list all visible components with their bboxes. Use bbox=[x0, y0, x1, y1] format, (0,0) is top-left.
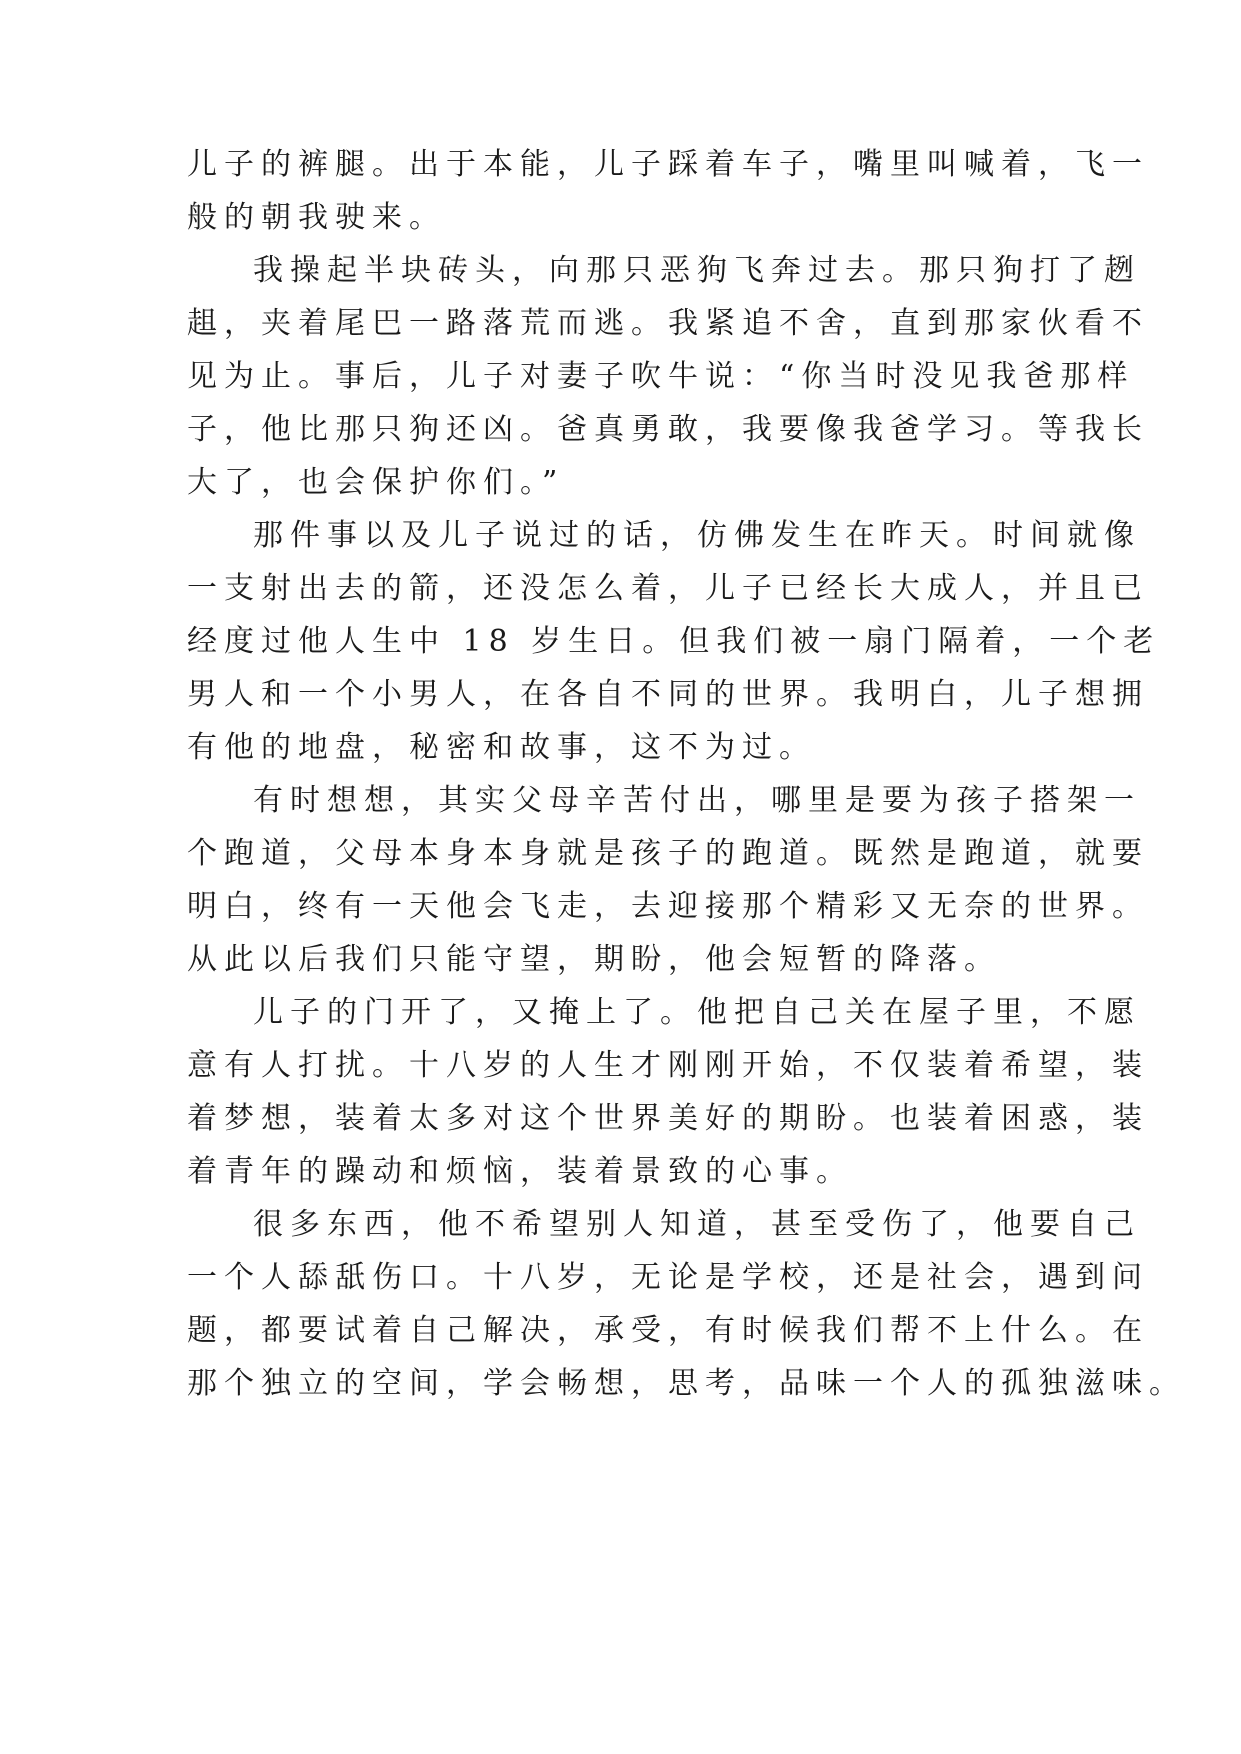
text-line: 从此以后我们只能守望，期盼，他会短暂的降落。 bbox=[187, 942, 1001, 977]
text-line: 个跑道，父母本身本身就是孩子的跑道。既然是跑道，就要 bbox=[187, 836, 1149, 871]
text-line: 着青年的躁动和烦恼，装着景致的心事。 bbox=[187, 1154, 853, 1189]
paragraph-first-line: 我操起半块砖头，向那只恶狗飞奔过去。那只狗打了趔 bbox=[253, 253, 1141, 288]
text-line: 子，他比那只狗还凶。爸真勇敢，我要像我爸学习。等我长 bbox=[187, 412, 1149, 447]
text-line: 有他的地盘，秘密和故事，这不为过。 bbox=[187, 730, 816, 765]
text-line: 经度过他人生中 18 岁生日。但我们被一扇门隔着，一个老 bbox=[187, 624, 1161, 659]
text-line: 一支射出去的箭，还没怎么着，儿子已经长大成人，并且已 bbox=[187, 571, 1149, 606]
text-line: 见为止。事后，儿子对妻子吹牛说：“你当时没见我爸那样 bbox=[187, 359, 1135, 394]
text-line: 男人和一个小男人，在各自不同的世界。我明白，儿子想拥 bbox=[187, 677, 1149, 712]
text-line: 那个独立的空间，学会畅想，思考，品味一个人的孤独滋味。 bbox=[187, 1366, 1186, 1401]
text-line: 儿子的裤腿。出于本能，儿子踩着车子，嘴里叫喊着，飞一 bbox=[187, 147, 1149, 182]
text-line: 大了，也会保护你们。” bbox=[187, 465, 565, 500]
paragraph-first-line: 儿子的门开了，又掩上了。他把自己关在屋子里，不愿 bbox=[253, 995, 1141, 1030]
text-line: 意有人打扰。十八岁的人生才刚刚开始，不仅装着希望，装 bbox=[187, 1048, 1149, 1083]
paragraph-first-line: 有时想想，其实父母辛苦付出，哪里是要为孩子搭架一 bbox=[253, 783, 1141, 818]
paragraph-first-line: 很多东西，他不希望别人知道，甚至受伤了，他要自己 bbox=[253, 1207, 1141, 1242]
text-line: 趄，夹着尾巴一路落荒而逃。我紧追不舍，直到那家伙看不 bbox=[187, 306, 1149, 341]
text-line: 一个人舔舐伤口。十八岁，无论是学校，还是社会，遇到问 bbox=[187, 1260, 1149, 1295]
text-line: 着梦想，装着太多对这个世界美好的期盼。也装着困惑，装 bbox=[187, 1101, 1149, 1136]
paragraph-first-line: 那件事以及儿子说过的话，仿佛发生在昨天。时间就像 bbox=[253, 518, 1141, 553]
text-line: 般的朝我驶来。 bbox=[187, 200, 446, 235]
text-line: 题，都要试着自己解决，承受，有时候我们帮不上什么。在 bbox=[187, 1313, 1149, 1348]
text-line: 明白，终有一天他会飞走，去迎接那个精彩又无奈的世界。 bbox=[187, 889, 1149, 924]
